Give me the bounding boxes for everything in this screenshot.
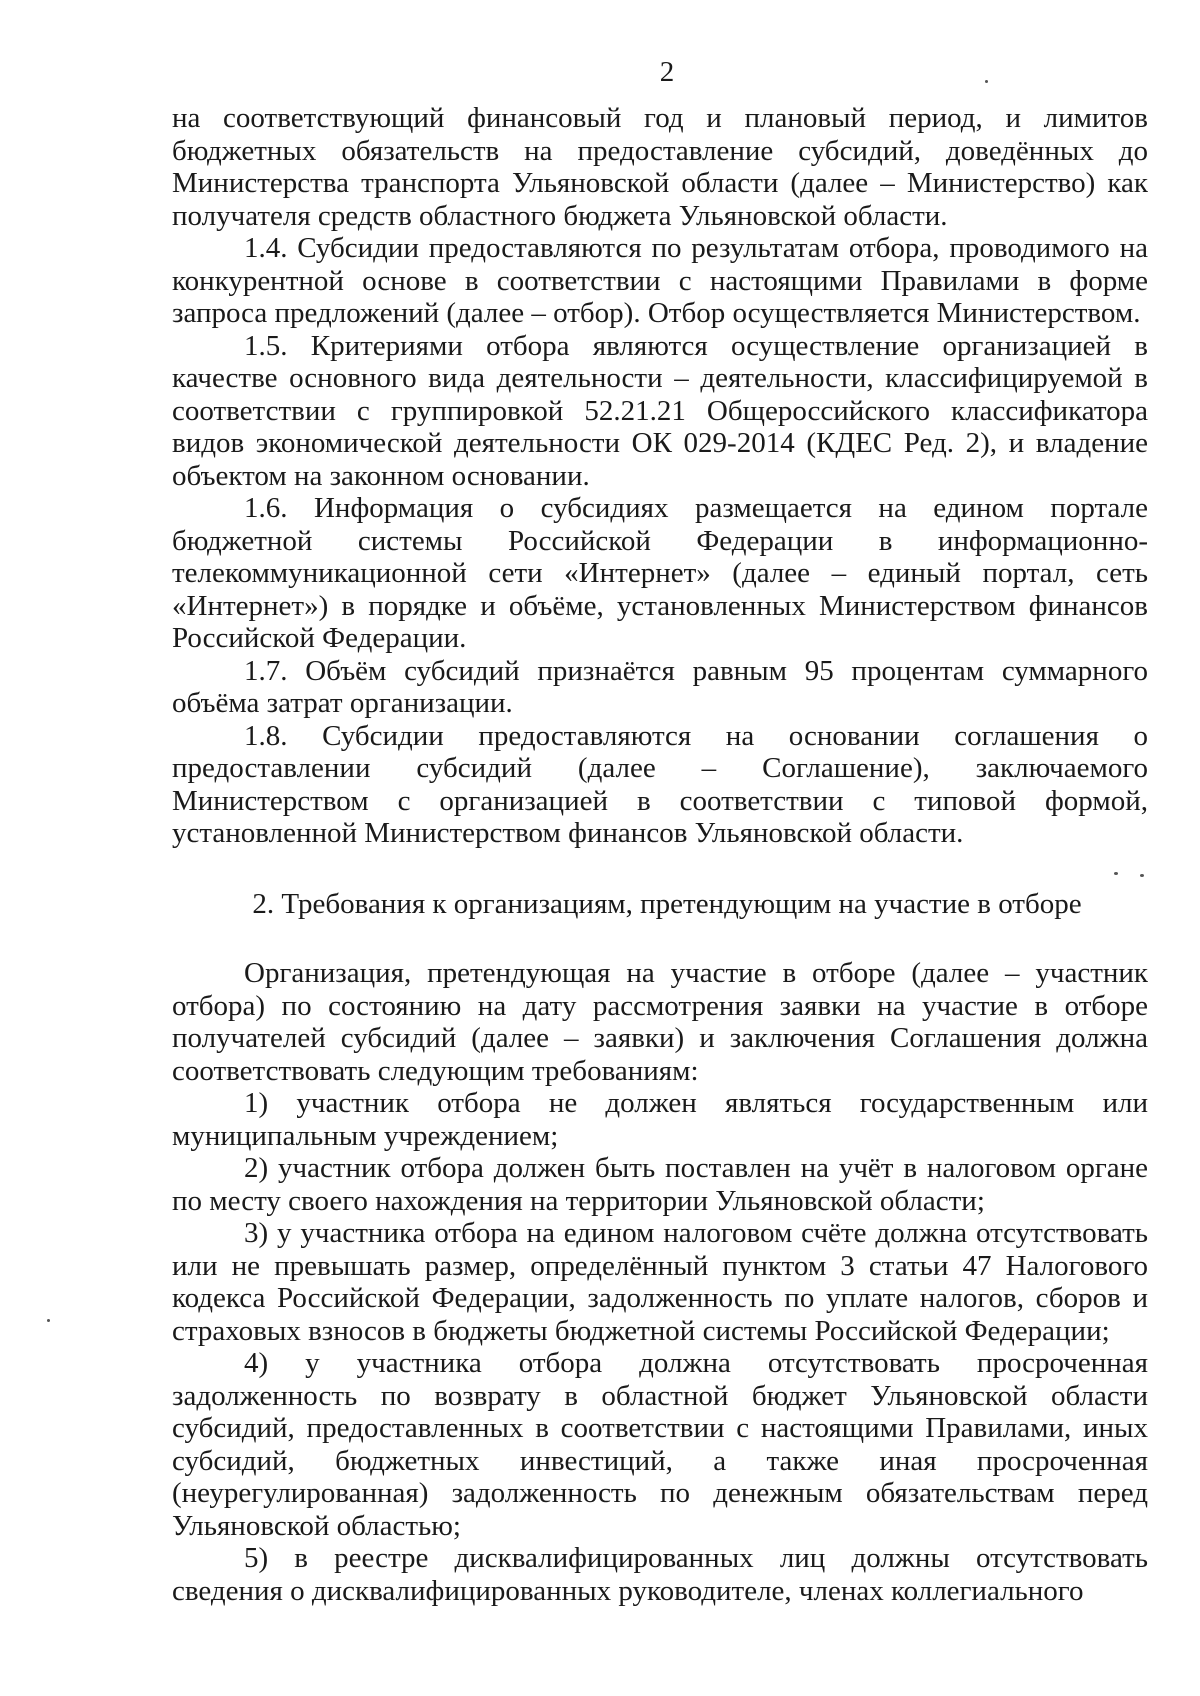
requirement-4: 4) у участника отбора должна отсутствовать просроченная задолженность по возврату в областной бюджет Ульяновской области субсидий, предоставленных в соответствии с настоящими Правилами, иных субсидий, бюджетных инвестиций, а также иная просроченная (неурегулированная) задолженность по денежным обязательствам перед Ульяновской областью; [172, 1347, 1148, 1542]
requirement-3: 3) у участника отбора на едином налоговом счёте должна отсутствовать или не превышать размер, определённый пунктом 3 статьи 47 Налогового кодекса Российской Федерации, задолженность по уплате налогов, сборов и страховых взносов в бюджеты бюджетной системы Российской Федерации; [172, 1217, 1148, 1347]
section-heading: 2. Требования к организациям, претендующим на участие в отборе [252, 887, 1082, 920]
requirement-1: 1) участник отбора не должен являться государственным или муниципальным учреждением; [172, 1087, 1148, 1152]
paragraph-1-4: 1.4. Субсидии предоставляются по результатам отбора, проводимого на конкурентной основе в соответствии с настоящими Правилами в форме запроса предложений (далее – отбор). Отбор осуществляется Министерством. [172, 232, 1148, 329]
page-number: 2 [659, 56, 675, 88]
requirement-2: 2) участник отбора должен быть поставлен на учёт в налоговом органе по месту своего нахождения на территории Ульяновской области; [172, 1152, 1148, 1217]
document-body [172, 102, 1148, 1607]
paragraph-intro: Организация, претендующая на участие в отборе (далее – участник отбора) по состоянию на дату рассмотрения заявки на участие в отборе получателей субсидий (далее – заявки) и заключения Соглашения должна соответствовать следующим требованиям: [172, 957, 1148, 1087]
paragraph-1-7: 1.7. Объём субсидий признаётся равным 95 процентам суммарного объёма затрат организации. [172, 654, 1148, 719]
paragraph-1-5: 1.5. Критериями отбора являются осуществление организацией в качестве основного вида деятельности – деятельности, классифицируемой в соответствии с группировкой 52.21.21 Общероссийского классификатора видов экономической деятельности ОК 029-2014 (КДЕС Ред. 2), и владение объектом на законном основании. [172, 329, 1148, 492]
scan-speck [1114, 872, 1118, 875]
paragraph-1-6: 1.6. Информация о субсидиях размещается на едином портале бюджетной системы Российской Федерации в информационно-телекоммуникационной сети «Интернет» (далее – единый портал, сеть «Интернет») в порядке и объёме, установленных Министерством финансов Российской Федерации. [172, 492, 1148, 654]
scan-speck [985, 80, 988, 83]
requirement-5: 5) в реестре дисквалифицированных лиц должны отсутствовать сведения о дисквалифицированных руководителе, членах коллегиального [172, 1542, 1148, 1607]
paragraph-1-8: 1.8. Субсидии предоставляются на основании соглашения о предоставлении субсидий (далее – Соглашение), заключаемого Министерством с организацией в соответствии с типовой формой, установленной Министерством финансов Ульяновской области. [172, 719, 1148, 849]
scan-speck [47, 1319, 50, 1322]
paragraph-continuation: на соответствующий финансовый год и плановый период, и лимитов бюджетных обязательств на предоставление субсидий, доведённых до Министерства транспорта Ульяновской области (далее – Министерство) как получателя средств областного бюджета Ульяновской области. [172, 102, 1148, 232]
scan-speck [1140, 874, 1144, 877]
